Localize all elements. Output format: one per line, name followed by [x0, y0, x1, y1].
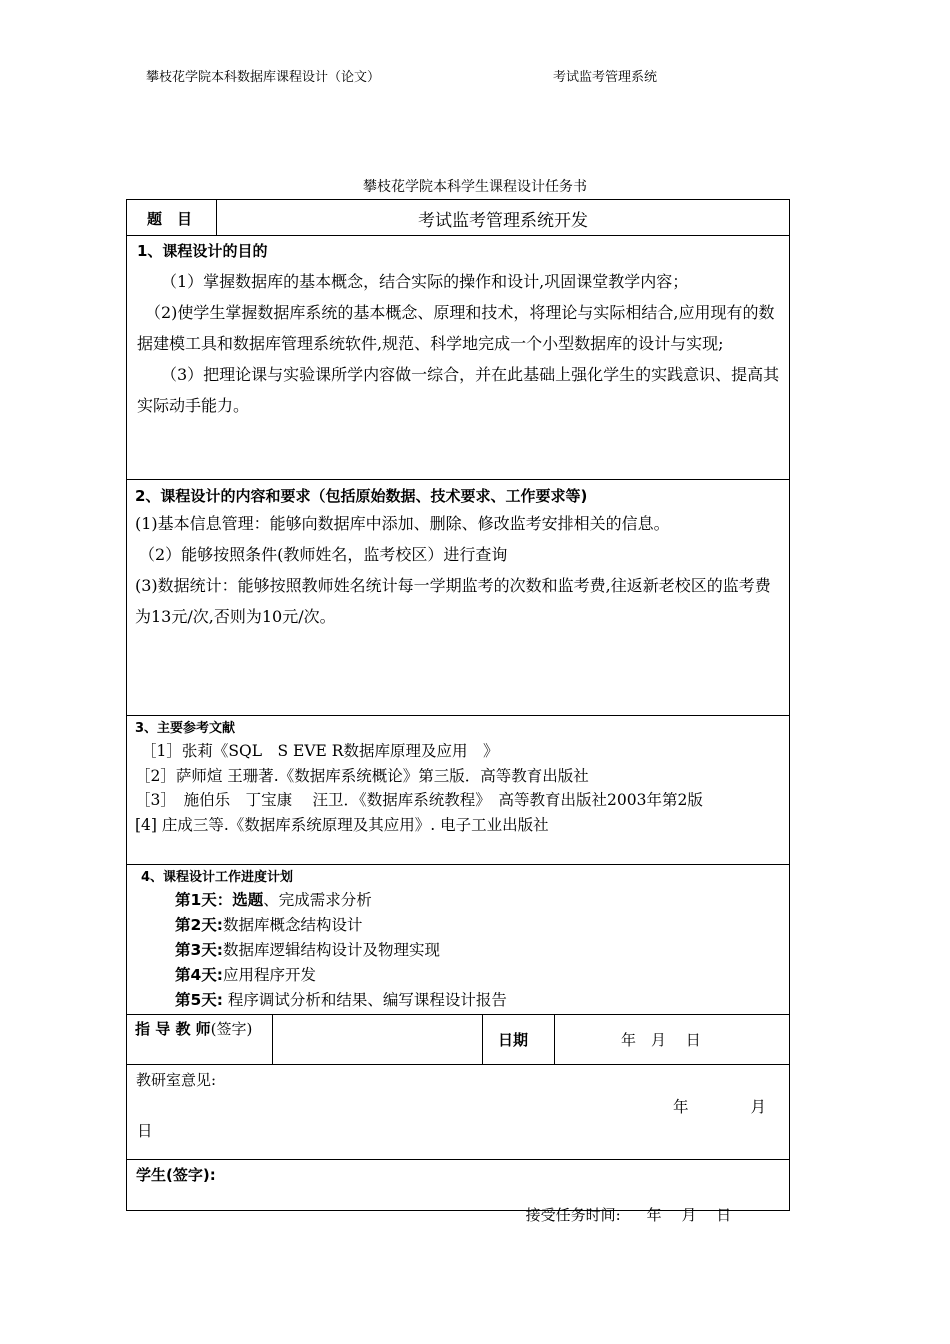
teaching-office-opinion-row — [127, 1065, 789, 1160]
advisor-label: 指 导 教 师 — [135, 1020, 211, 1038]
advisor-label-sign: (签字) — [210, 1020, 253, 1038]
schedule-item — [175, 938, 781, 963]
content-requirements-section — [127, 480, 789, 716]
accept-task-date: 年 月 日 — [646, 1206, 732, 1224]
schedule-title: 4、课程设计工作进度计划 — [141, 870, 294, 885]
student-signature-row — [127, 1160, 789, 1224]
purpose-paragraph-1: （1）掌握数据库的基本概念，结合实际的操作和设计,巩固课堂教学内容； — [137, 272, 689, 291]
schedule-day: 第3天: — [175, 941, 223, 959]
reference-3: ［3］ 施伯乐 丁宝康 汪卫．《数据库系统教程》 高等教育出版社2003年第2版 — [135, 791, 703, 809]
advisor-date-value: 年 月 日 — [621, 1031, 701, 1049]
topic-label: 题 目 — [147, 210, 193, 228]
running-header-left: 攀枝花学院本科数据库课程设计（论文） — [146, 70, 381, 85]
schedule-task: 数据库概念结构设计 — [222, 916, 363, 934]
schedule-task: 应用程序开发 — [222, 966, 316, 984]
topic-label-cell — [127, 200, 217, 235]
office-label: 教研室意见: — [136, 1071, 217, 1089]
office-date-day: 日 — [137, 1122, 153, 1140]
accept-task-label: 接受任务时间: — [525, 1206, 621, 1224]
content-title: 2、课程设计的内容和要求（包括原始数据、技术要求、工作要求等) — [135, 487, 588, 505]
schedule-day: 第2天: — [175, 916, 223, 934]
schedule-section — [127, 865, 789, 1015]
references-section — [127, 716, 789, 865]
student-label — [136, 1164, 216, 1185]
schedule-day: 第5天: — [175, 991, 223, 1009]
schedule-task: 数据库逻辑结构设计及物理实现 — [222, 941, 440, 959]
advisor-date-label: 日期 — [498, 1031, 529, 1049]
advisor-signature-field[interactable] — [273, 1015, 483, 1064]
reference-2: ［2］萨师煊 王珊著.《数据库系统概论》第三版．高等教育出版社 — [135, 766, 589, 785]
accept-task-time — [497, 1186, 731, 1243]
schedule-item — [175, 963, 781, 988]
task-form-table — [126, 199, 790, 1224]
student-label-bold: 学生 — [136, 1166, 167, 1184]
purpose-title: 1、课程设计的目的 — [137, 242, 268, 260]
content-item-1: (1)基本信息管理：能够向数据库中添加、删除、修改监考安排相关的信息。 — [135, 514, 670, 533]
reference-4: [4] 庄成三等.《数据库系统原理及其应用》. 电子工业出版社 — [135, 815, 549, 834]
schedule-day: 第1天：选题 — [175, 891, 264, 909]
reference-1: ［1］张莉《SQL S EVE R数据库原理及应用 》 — [141, 742, 499, 760]
purpose-paragraph-3: （3）把理论课与实验课所学内容做一综合，并在此基础上强化学生的实践意识、提高其实际动手能力。 — [137, 365, 780, 415]
schedule-task: 程序调试分析和结果、编写课程设计报告 — [222, 991, 507, 1009]
schedule-item — [175, 888, 781, 913]
topic-value-cell — [217, 200, 789, 235]
schedule-item — [175, 988, 781, 1013]
topic-row — [127, 200, 789, 236]
content-item-2: （2）能够按照条件(教师姓名，监考校区）进行查询 — [139, 545, 508, 564]
content-item-3: (3)数据统计：能够按照教师姓名统计每一学期监考的次数和监考费,往返新老校区的监考费为13元/次,否则为10元/次。 — [135, 576, 771, 626]
purpose-section — [127, 236, 789, 480]
advisor-date-value-cell[interactable] — [555, 1015, 789, 1064]
running-header-right: 考试监考管理系统 — [553, 70, 658, 85]
advisor-signature-row — [127, 1015, 789, 1065]
topic-value: 考试监考管理系统开发 — [418, 211, 588, 231]
document-title: 攀枝花学院本科学生课程设计任务书 — [363, 179, 587, 195]
references-title: 3、主要参考文献 — [135, 721, 236, 736]
schedule-item — [175, 913, 781, 938]
advisor-date-label-cell — [483, 1015, 555, 1064]
schedule-task: 、完成需求分析 — [263, 891, 372, 909]
advisor-label-cell — [127, 1015, 273, 1064]
schedule-day: 第4天: — [175, 966, 223, 984]
office-date-year-month: 年 月 — [673, 1098, 767, 1116]
student-label-sign: (签字): — [166, 1166, 216, 1184]
purpose-paragraph-2: （2)使学生掌握数据库系统的基本概念、原理和技术，将理论与实际相结合,应用现有的数据建模工具和数据库管理系统软件,规范、科学地完成一个小型数据库的设计与实现; — [137, 303, 775, 353]
